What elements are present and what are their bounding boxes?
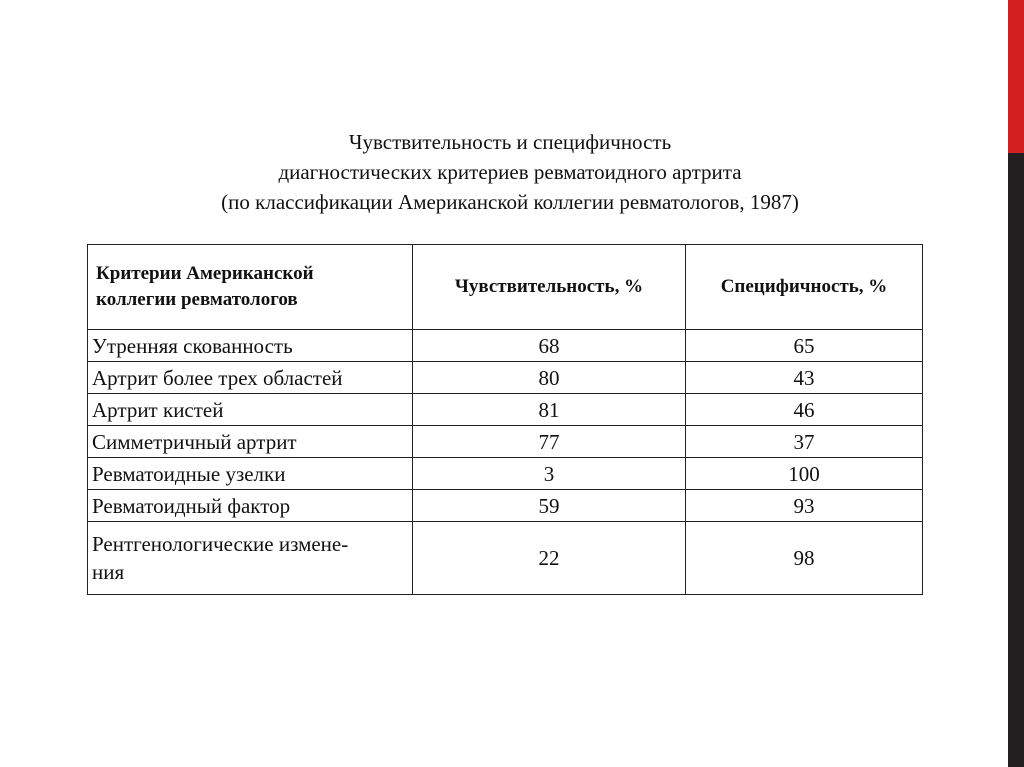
row-criterion [88, 522, 413, 595]
row-sensitivity: 59 [413, 490, 686, 522]
table-row [88, 490, 923, 522]
header-criteria-line-1: Критерии Американской [96, 263, 314, 284]
accent-bar-red [1008, 0, 1024, 153]
header-criteria [88, 245, 413, 330]
table-row [88, 458, 923, 490]
title-line-1: Чувствительность и специфичность [348, 130, 672, 154]
row-sensitivity: 77 [413, 426, 686, 458]
row-sensitivity: 22 [413, 522, 686, 595]
row-specificity: 46 [686, 394, 923, 426]
row-specificity: 93 [686, 490, 923, 522]
header-sensitivity: Чувствительность, % [413, 245, 686, 330]
row-criterion: Ревматоидные узелки [88, 458, 413, 490]
criteria-table [87, 244, 923, 595]
table-row [88, 330, 923, 362]
row-criterion: Ревматоидный фактор [88, 490, 413, 522]
table-row [88, 362, 923, 394]
title-line-3: (по классификации Американской коллегии ревматологов, 1987) [221, 190, 799, 214]
table-header-row [88, 245, 923, 330]
row-specificity: 100 [686, 458, 923, 490]
table-row [88, 394, 923, 426]
row-criterion-line-1: Рентгенологические измене- [92, 532, 349, 556]
row-specificity: 65 [686, 330, 923, 362]
row-specificity: 43 [686, 362, 923, 394]
table-row [88, 426, 923, 458]
header-criteria-line-2: коллегии ревматологов [96, 289, 298, 310]
row-sensitivity: 68 [413, 330, 686, 362]
row-criterion: Утренняя скованность [88, 330, 413, 362]
row-specificity: 98 [686, 522, 923, 595]
row-criterion: Симметричный артрит [88, 426, 413, 458]
title-line-2: диагностических критериев ревматоидного артрита [278, 160, 742, 184]
page-title [120, 127, 900, 217]
table-row [88, 522, 923, 595]
row-specificity: 37 [686, 426, 923, 458]
row-sensitivity: 80 [413, 362, 686, 394]
row-sensitivity: 81 [413, 394, 686, 426]
row-sensitivity: 3 [413, 458, 686, 490]
header-specificity: Специфичность, % [686, 245, 923, 330]
row-criterion: Артрит кистей [88, 394, 413, 426]
row-criterion-line-2: ния [92, 560, 125, 584]
accent-bar-dark [1008, 153, 1024, 767]
row-criterion: Артрит более трех областей [88, 362, 413, 394]
